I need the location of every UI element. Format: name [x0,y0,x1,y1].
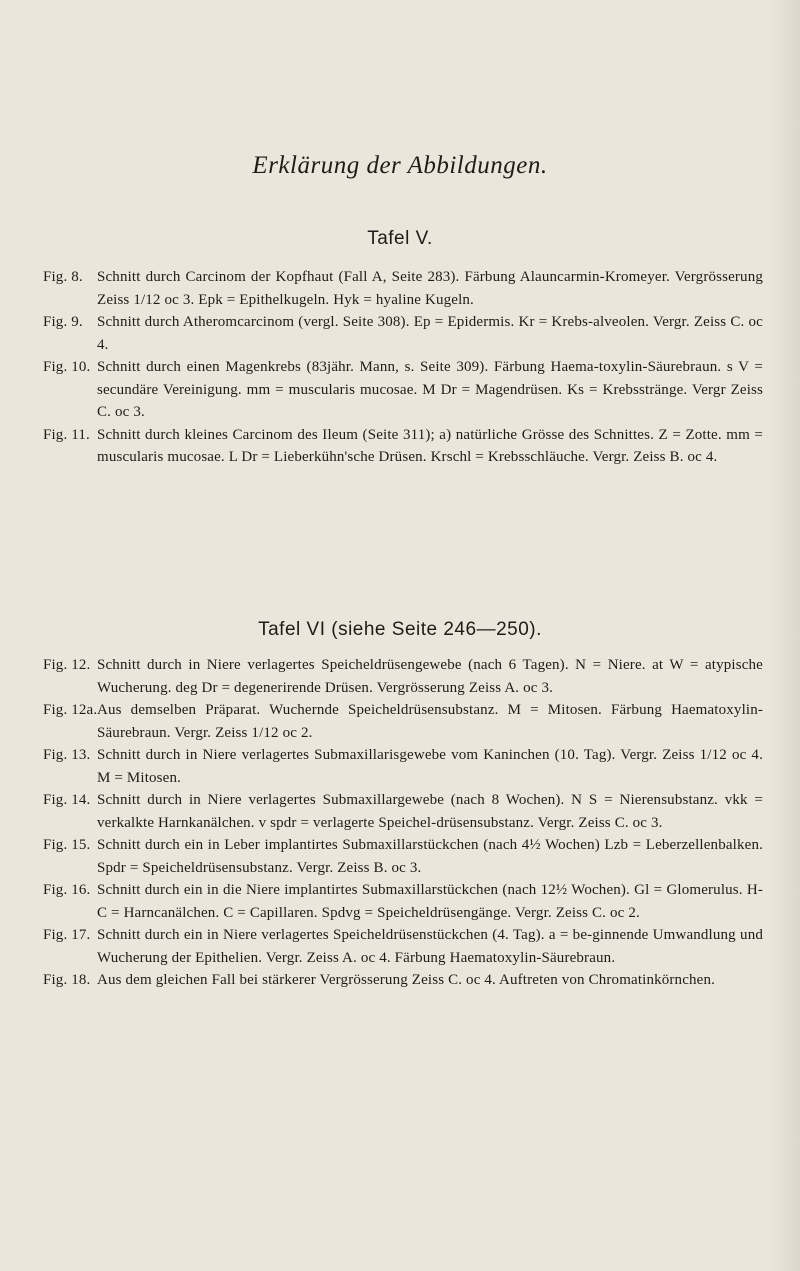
figure-label: Fig. 15. [43,837,91,853]
section-title-tafel-vi: Tafel VI (siehe Seite 246—250). [258,619,542,640]
figure-entry [43,969,763,992]
page-title: Erklärung der Abbildungen. [252,152,548,179]
figure-list-tafel-v [43,266,763,469]
figure-label: Fig. 13. [43,747,91,763]
figure-description: Schnitt durch in Niere verlagertes Submaxillargewebe (nach 8 Wochen). N S = Nierensubstanz. vkk = verkalkte Harnkanälchen. v spdr = verlagerte Speichel-drüsensubstanz. Vergr. Zeiss C. oc 3. [97,792,763,831]
figure-entry [43,744,763,789]
figure-entry [43,266,763,311]
figure-description: Schnitt durch in Niere verlagertes Submaxillarisgewebe vom Kaninchen (10. Tag). Vergr. Zeiss 1/12 oc 4. M = Mitosen. [97,747,763,786]
section-title-tafel-v: Tafel V. [367,228,433,249]
figure-label: Fig. 18. [43,972,91,988]
figure-description: Aus dem gleichen Fall bei stärkerer Vergrösserung Zeiss C. oc 4. Auftreten von Chromatinkörnchen. [97,972,716,988]
figure-description: Schnitt durch einen Magenkrebs (83jähr. Mann, s. Seite 309). Färbung Haema-toxylin-Säurebraun. s V = secundäre Vereinigung. mm = muscularis mucosae. M Dr = Magendrüsen. Ks = Krebsstränge. Vergr Zeiss C. oc 3. [97,359,763,420]
figure-description: Schnitt durch ein in die Niere implantirtes Submaxillarstückchen (nach 12½ Wochen). Gl = Glomerulus. H-C = Harncanälchen. C = Capillaren. Spdvg = Speicheldrüsengänge. Vergr. Zeiss C. oc 2. [97,882,763,921]
figure-description: Aus demselben Präparat. Wuchernde Speicheldrüsensubstanz. M = Mitosen. Färbung Haematoxylin-Säurebraun. Vergr. Zeiss 1/12 oc 2. [97,702,763,741]
figure-label: Fig. 17. [43,927,91,943]
figure-description: Schnitt durch kleines Carcinom des Ileum (Seite 311); a) natürliche Grösse des Schnittes. Z = Zotte. mm = muscularis mucosae. L Dr = Lieberkühn'sche Drüsen. Krschl = Krebsschläuche. Vergr. Zeiss B. oc 4. [97,426,763,465]
figure-entry [43,789,763,834]
figure-label: Fig. 12. [43,657,91,673]
figure-entry [43,924,763,969]
figure-label: Fig. 12a. [43,702,98,718]
figure-label: Fig. 16. [43,882,91,898]
figure-label: Fig. 11. [43,426,90,443]
figure-description: Schnitt durch Carcinom der Kopfhaut (Fall A, Seite 283). Färbung Alauncarmin-Kromeyer. Vergrösserung Zeiss 1/12 oc 3. Epk = Epithelkugeln. Hyk = hyaline Kugeln. [97,269,763,308]
figure-description: Schnitt durch Atheromcarcinom (vergl. Seite 308). Ep = Epidermis. Kr = Krebs-alveolen. Vergr. Zeiss C. oc 4. [97,314,763,353]
figure-entry [43,699,763,744]
figure-entry [43,654,763,699]
figure-entry [43,879,763,924]
figure-label: Fig. 14. [43,792,91,808]
figure-list-tafel-vi [43,654,763,992]
figure-label: Fig. 10. [43,359,91,375]
figure-label: Fig. 9. [43,314,83,330]
figure-description: Schnitt durch in Niere verlagertes Speicheldrüsengewebe (nach 6 Tagen). N = Niere. at W = atypische Wucherung. deg Dr = degenerirende Drüsen. Vergrösserung Zeiss A. oc 3. [97,657,763,696]
figure-entry [43,356,763,424]
figure-entry [43,311,763,356]
figure-entry [43,834,763,879]
figure-label: Fig. 8. [43,269,83,285]
figure-description: Schnitt durch ein in Leber implantirtes Submaxillarstückchen (nach 4½ Wochen) Lzb = Leberzellenbalken. Spdr = Speicheldrüsensubstanz. Vergr. Zeiss B. oc 3. [97,837,763,876]
page-edge-shading [770,0,800,1271]
figure-entry [43,424,763,469]
figure-description: Schnitt durch ein in Niere verlagertes Speicheldrüsenstückchen (4. Tag). a = be-ginnende Umwandlung und Wucherung der Epithelien. Vergr. Zeiss A. oc 4. Färbung Haematoxylin-Säurebraun. [97,927,763,966]
